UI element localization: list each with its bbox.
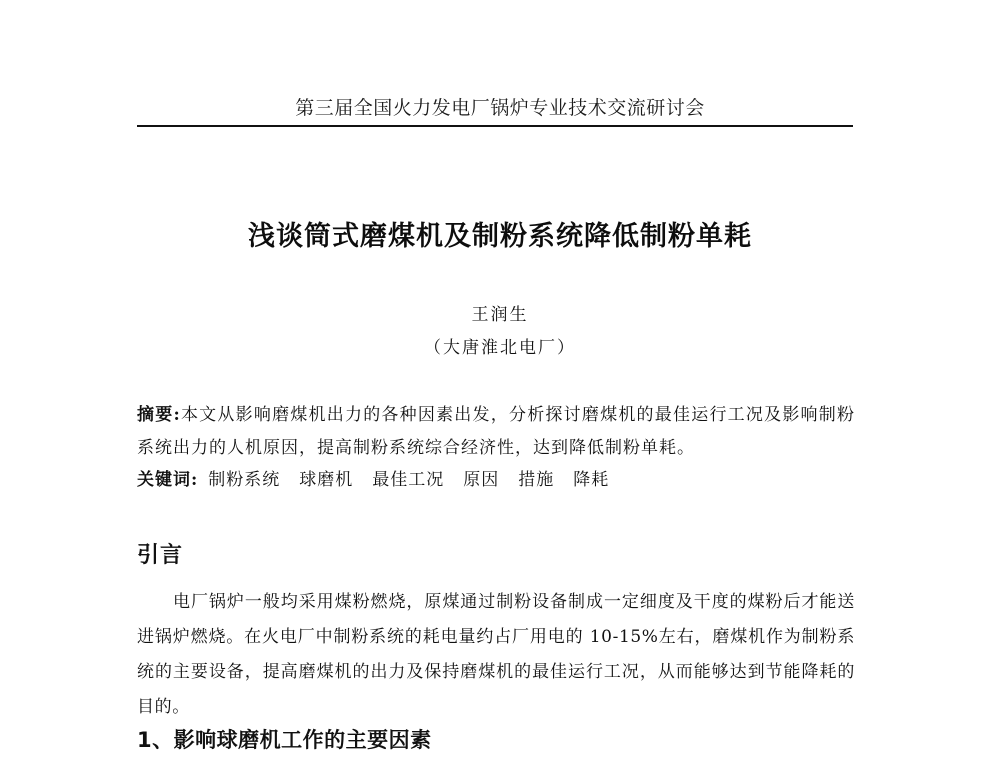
keyword-item: 降耗 [573, 470, 610, 490]
keyword-item: 原因 [463, 470, 500, 490]
abstract-text: 本文从影响磨煤机出力的各种因素出发，分析探讨磨煤机的最佳运行工况及影响制粉系统出力的人机原因，提高制粉系统综合经济性，达到降低制粉单耗。 [137, 405, 856, 458]
keyword-item: 制粉系统 [208, 470, 281, 490]
header-divider [137, 125, 853, 127]
section-heading-1: 1、影响球磨机工作的主要因素 [137, 728, 432, 752]
keywords [137, 466, 855, 494]
section-heading-intro: 引言 [137, 543, 184, 568]
running-header: 第三届全国火力发电厂锅炉专业技术交流研讨会 [295, 97, 705, 119]
keyword-item: 球磨机 [299, 470, 354, 490]
keywords-label: 关键词: [137, 470, 199, 490]
author-affiliation: （大唐淮北电厂） [424, 338, 576, 358]
abstract [137, 399, 855, 465]
author-name: 王润生 [471, 305, 529, 325]
paper-title: 浅谈筒式磨煤机及制粉系统降低制粉单耗 [248, 221, 752, 252]
keyword-item: 措施 [518, 470, 555, 490]
abstract-label: 摘要: [137, 405, 181, 425]
keyword-item: 最佳工况 [372, 470, 445, 490]
intro-paragraph: 电厂锅炉一般均采用煤粉燃烧，原煤通过制粉设备制成一定细度及干度的煤粉后才能送进锅炉燃烧。在火电厂中制粉系统的耗电量约占厂用电的 10-15%左右，磨煤机作为制粉系统的主要设备，提高磨煤机的出力及保持磨煤机的最佳运行工况，从而能够达到节能降耗的目的。 [137, 592, 855, 717]
